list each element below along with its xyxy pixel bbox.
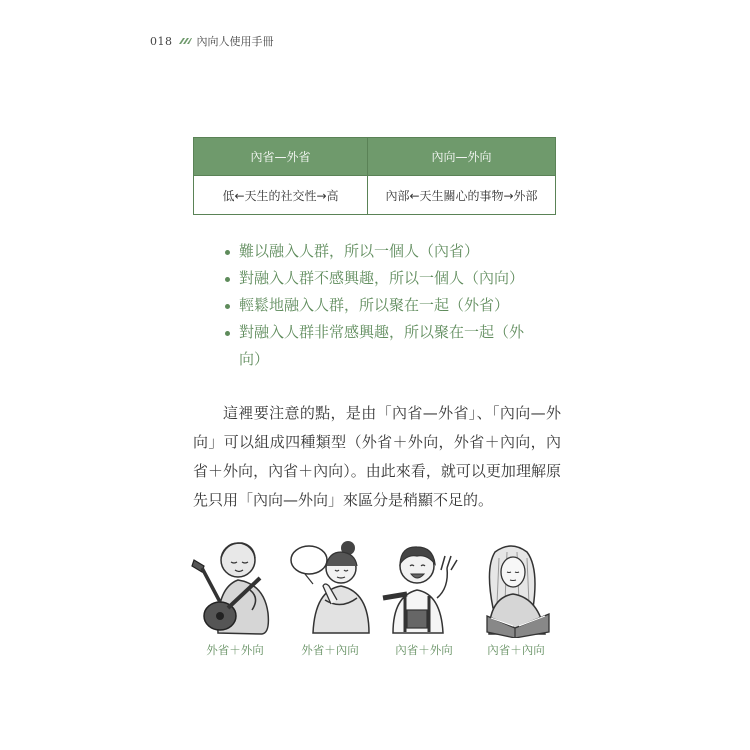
thinking-girl-illustration: [285, 538, 375, 638]
table-header-row: [194, 138, 556, 176]
leaf-marker-icon: [178, 37, 192, 45]
list-item: 難以融入人群，所以一個人（內省）: [222, 238, 542, 265]
table-header-cell: 內向—外向: [368, 138, 556, 176]
waving-child-illustration: [379, 538, 469, 638]
page-number: 018: [150, 34, 173, 48]
illustration-row: [190, 538, 560, 663]
figure-inward-extrovert: [379, 538, 469, 663]
figure-outgoing-extrovert: [190, 538, 280, 663]
figure-inward-introvert: [471, 538, 561, 663]
list-item: 對融入人群不感興趣，所以一個人（內向）: [222, 265, 542, 292]
figure-caption: 外省＋內向: [301, 643, 359, 657]
list-item: 對融入人群非常感興趣，所以聚在一起（外向）: [222, 319, 542, 373]
body-paragraph: 這裡要注意的點，是由「內省—外省」、「內向—外向」可以組成四種類型（外省＋外向，外省＋內向，內省＋外向，內省＋內向）。由此來看，就可以更加理解原先只用「內向—外向」來區分是稍顯不足的。: [193, 404, 561, 509]
guitar-player-illustration: [190, 538, 280, 638]
figure-caption: 內省＋內向: [487, 643, 545, 657]
running-header: [150, 33, 274, 49]
figure-outgoing-introvert: [285, 538, 375, 663]
figure-caption: 內省＋外向: [395, 643, 453, 657]
book-title: 內向人使用手冊: [196, 35, 274, 48]
bullet-list: [222, 238, 542, 373]
table-cell: 低←天生的社交性→高: [194, 176, 368, 215]
table-cell: 內部←天生關心的事物→外部: [368, 176, 556, 215]
list-item: 輕鬆地融入人群，所以聚在一起（外省）: [222, 292, 542, 319]
table-row: [194, 176, 556, 215]
figure-caption: 外省＋外向: [206, 643, 264, 657]
table-header-cell: 內省—外省: [194, 138, 368, 176]
reading-girl-illustration: [471, 538, 561, 638]
comparison-table: [193, 137, 556, 215]
